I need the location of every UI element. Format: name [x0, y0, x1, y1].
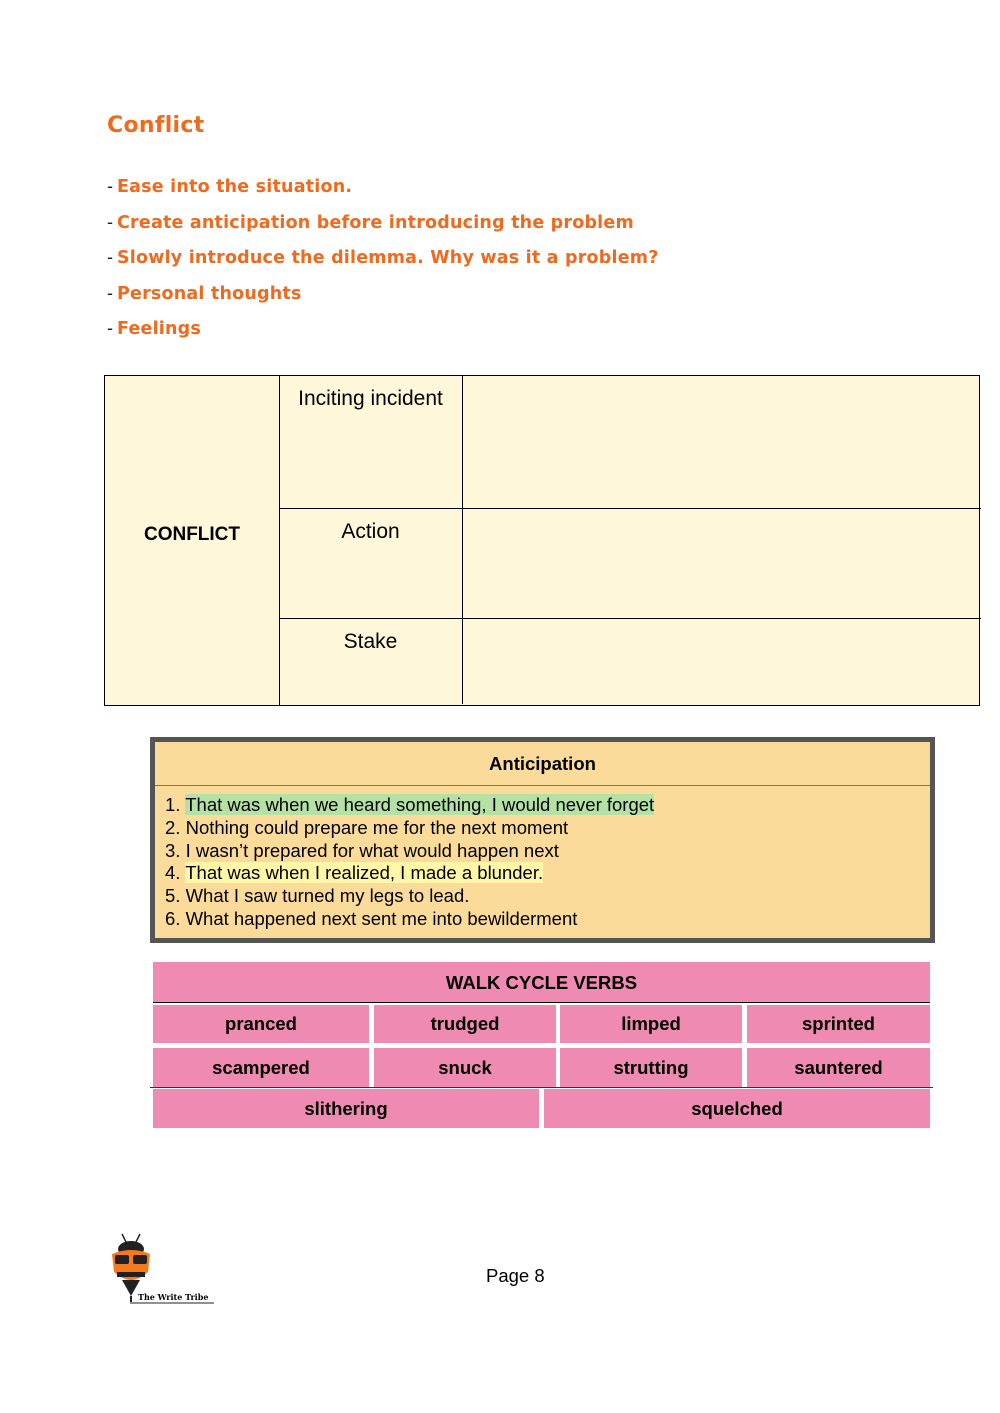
verb-cell: scampered [153, 1048, 369, 1087]
verb-cell: sprinted [747, 1005, 930, 1043]
row-label: Action [279, 509, 463, 618]
bullet-dash: - [107, 282, 113, 303]
tip-text: Ease into the situation. [117, 177, 353, 197]
table-row-action [279, 509, 981, 619]
row-label: Inciting incident [279, 376, 463, 508]
anticipation-item [165, 794, 930, 817]
tip-text: Personal thoughts [117, 283, 302, 304]
table-row-stake [279, 619, 981, 704]
tip-item [107, 318, 659, 354]
row-label: Stake [279, 619, 463, 704]
bullet-dash: - [107, 176, 113, 196]
tip-item [107, 176, 659, 212]
item-text: What I saw turned my legs to lead. [185, 885, 470, 907]
bullet-dash: - [107, 318, 113, 338]
item-number: 2. [165, 816, 181, 838]
item-number: 3. [165, 839, 181, 861]
item-number: 6. [165, 907, 181, 929]
item-number: 4. [165, 862, 181, 884]
conflict-section-cell [105, 376, 280, 705]
verb-cell: squelched [544, 1089, 930, 1128]
tip-text: Create anticipation before introducing the problem [117, 212, 634, 233]
inciting-incident-answer-cell[interactable] [463, 376, 981, 508]
write-tribe-logo [108, 1232, 216, 1310]
verb-cell: slithering [153, 1089, 539, 1128]
page-number: Page 8 [486, 1265, 545, 1286]
item-text: That was when I realized, I made a blunder. [185, 862, 544, 884]
item-number: 5. [165, 885, 181, 907]
item-text: That was when we heard something, I would never forget [185, 794, 655, 815]
item-text: I wasn’t prepared for what would happen next [185, 839, 559, 861]
conflict-table [104, 375, 980, 706]
conflict-section-label: CONFLICT [143, 523, 241, 545]
action-answer-cell[interactable] [463, 509, 981, 618]
walk-cycle-verbs-table [150, 962, 933, 1130]
row-divider [150, 1087, 933, 1088]
tips-list [107, 176, 659, 354]
verb-cell: strutting [560, 1048, 742, 1087]
tip-item [107, 283, 659, 319]
table-row-inciting-incident [279, 376, 981, 509]
verb-cell: sauntered [747, 1048, 930, 1087]
item-number: 1. [165, 794, 181, 815]
anticipation-item [165, 885, 930, 908]
item-text: Nothing could prepare me for the next moment [185, 816, 569, 838]
section-heading: Conflict [107, 113, 205, 138]
anticipation-list [155, 786, 930, 931]
anticipation-item [165, 908, 930, 931]
anticipation-item [165, 862, 930, 885]
bullet-dash: - [107, 211, 113, 232]
anticipation-item [165, 840, 930, 863]
verb-cell: pranced [153, 1005, 369, 1043]
item-text: What happened next sent me into bewilderment [185, 907, 578, 929]
tip-text: Slowly introduce the dilemma. Why was it a problem? [117, 248, 659, 268]
verbs-table-title: WALK CYCLE VERBS [153, 962, 930, 1003]
anticipation-box [150, 737, 935, 943]
bullet-dash: - [107, 247, 113, 267]
tip-item [107, 212, 659, 248]
verb-cell: limped [560, 1005, 742, 1043]
anticipation-item [165, 817, 930, 840]
logo-text: The Write Tribe [138, 1292, 209, 1302]
tip-item [107, 247, 659, 283]
anticipation-title: Anticipation [155, 742, 930, 786]
stake-answer-cell[interactable] [463, 619, 981, 704]
tip-text: Feelings [117, 319, 201, 339]
verb-cell: trudged [374, 1005, 556, 1043]
verb-cell: snuck [374, 1048, 556, 1087]
